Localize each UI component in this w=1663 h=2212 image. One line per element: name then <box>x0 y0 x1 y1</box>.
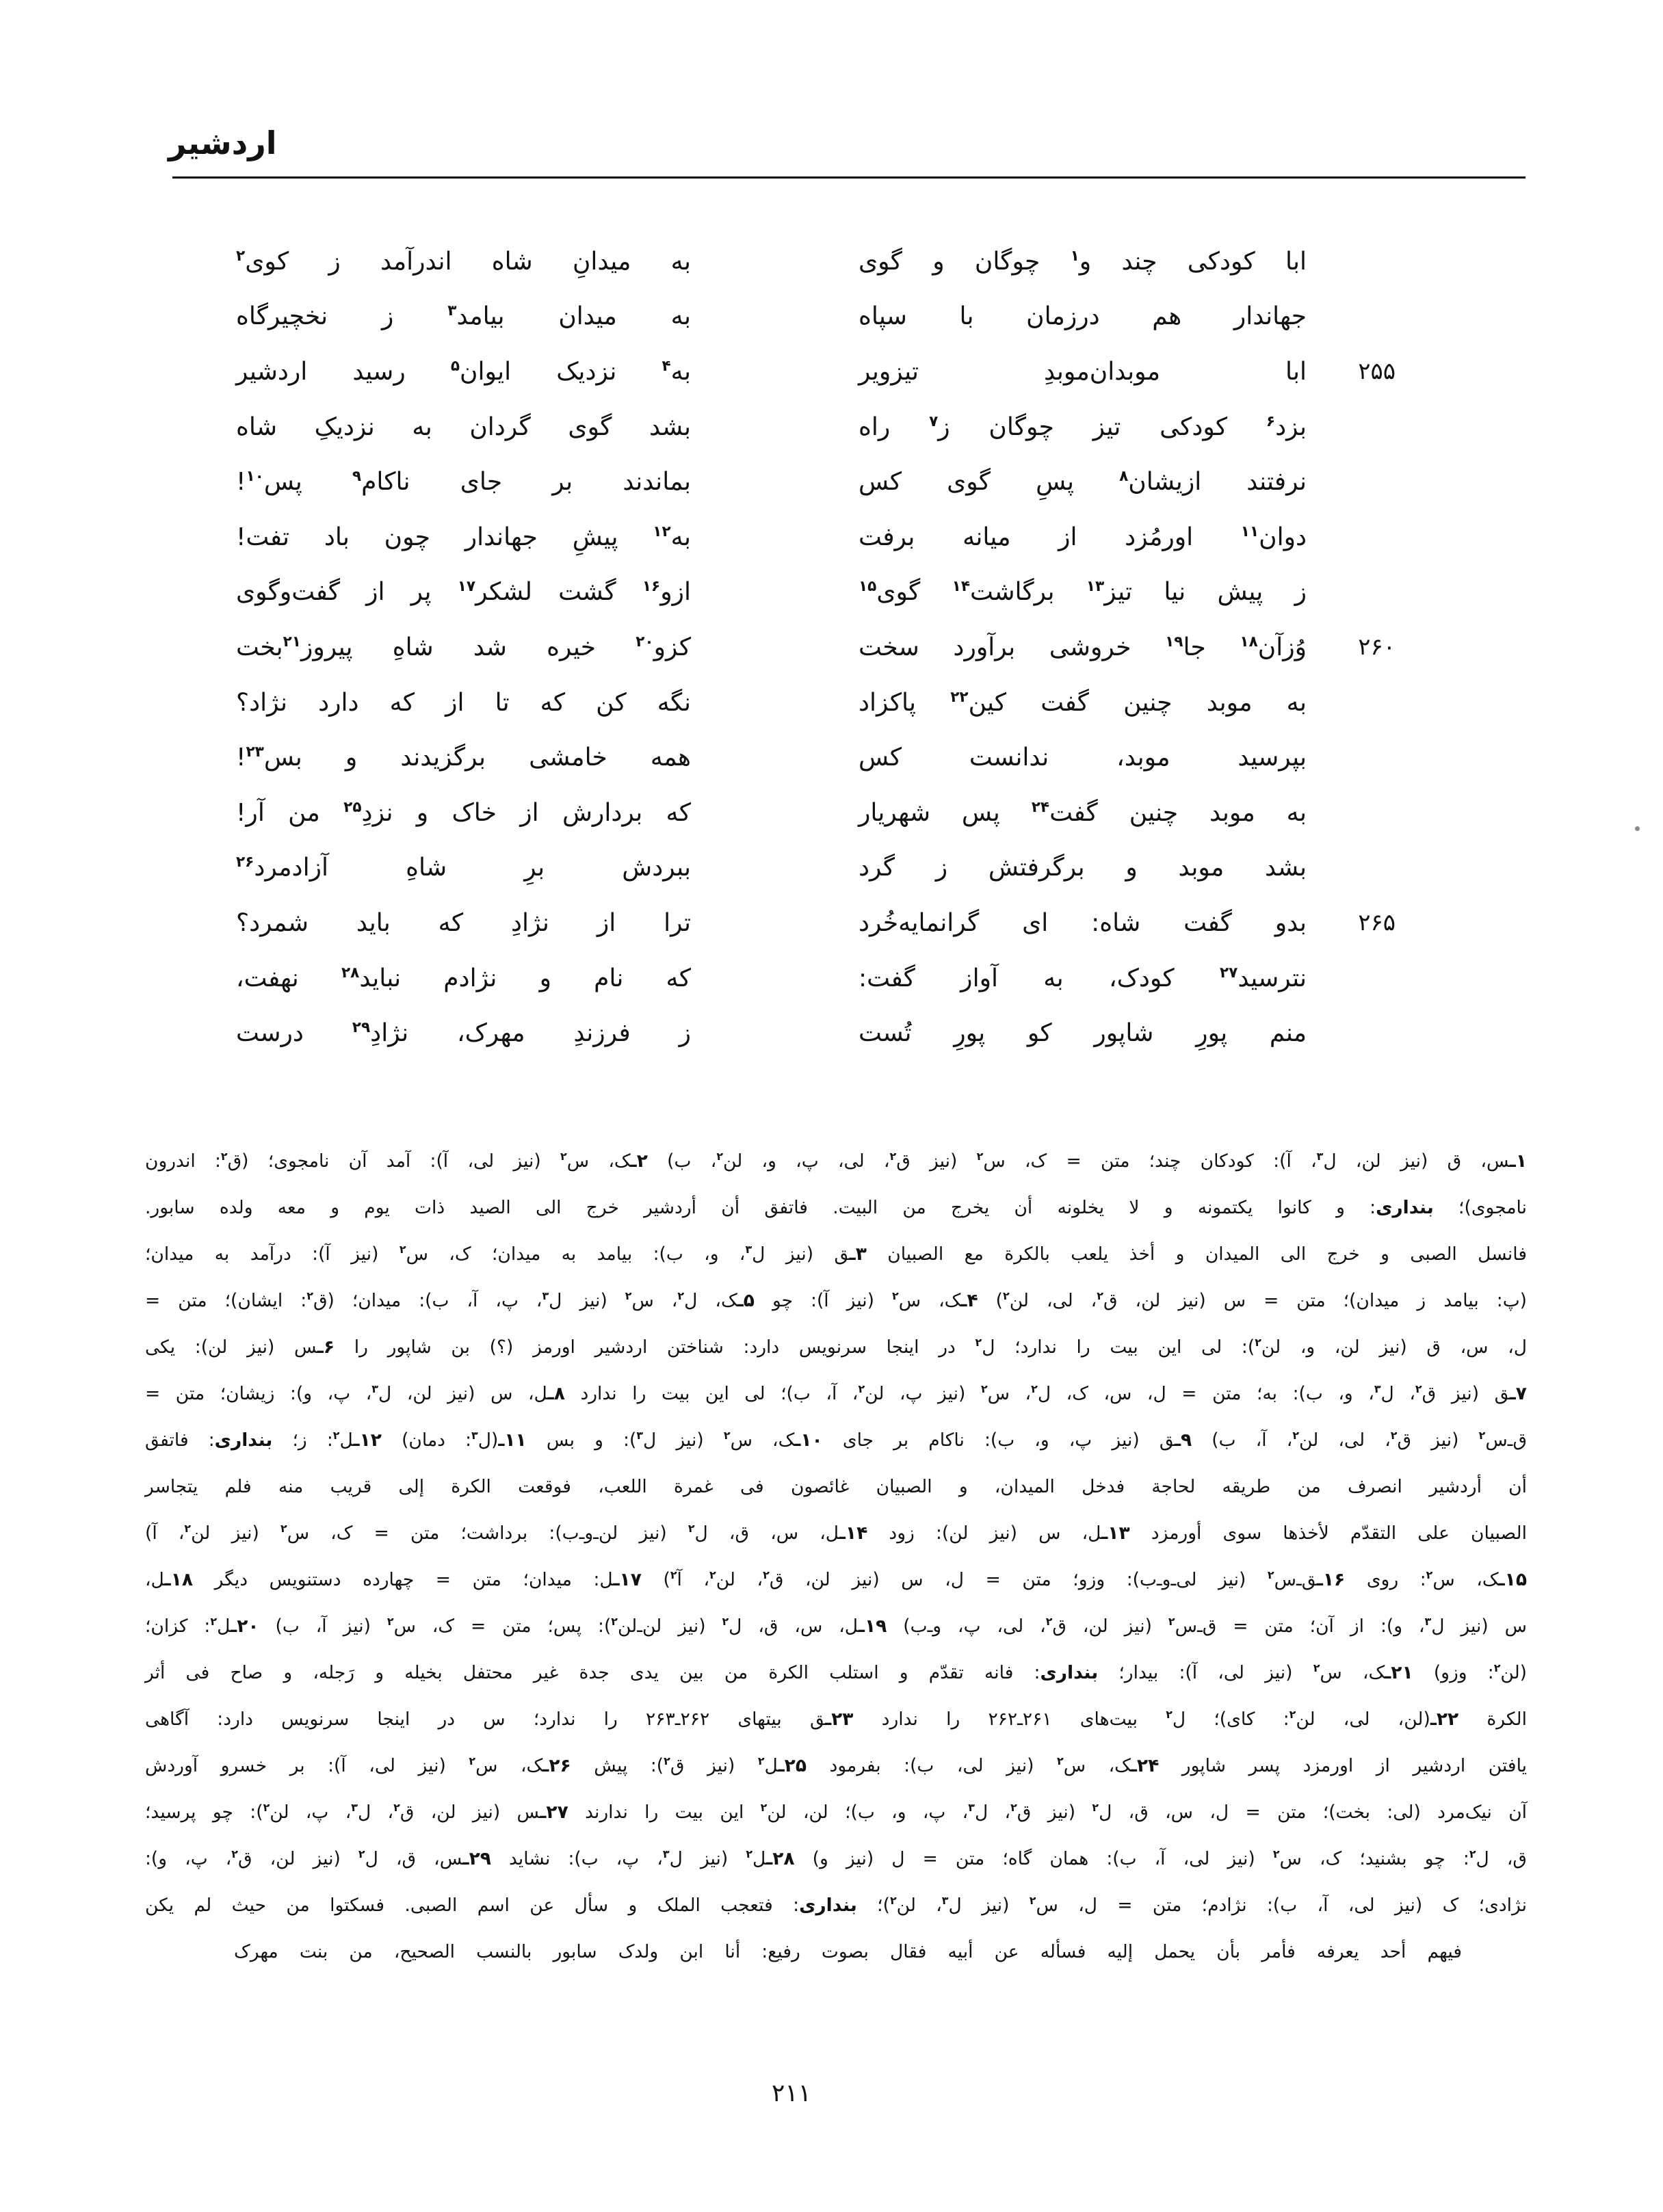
footnote-marker: ۲ <box>1029 1894 1036 1908</box>
footnote-marker: ۳ <box>351 1801 358 1815</box>
hemistich-left: بشد گوی گردان به نزدیکِ شاه <box>236 412 691 441</box>
apparatus-line: یافتن اردشیر از اورمزد پسر شاپور ۲۴ـک، س$^۲$ (نیز لی، ب): بفرمود ۲۵ـل$^۲$ (نیز ق$^۲$): پیش ۲۶ـک، س$^۲$ (نیز لی، آ): بر خسرو آوردش <box>145 1754 1528 1776</box>
footnote-marker: ۲ <box>399 1243 406 1256</box>
hemistich-left: همه خامشی برگزیدند و بس$^{۲۳}$! <box>236 743 691 772</box>
footnote-marker: ۲۷ <box>1219 964 1238 982</box>
apparatus-line: ق، ل$^۲$: چو بشنید؛ ک، س$^۲$ (نیز لی، آ، ب): همان گاه؛ متن = ل (نیز و) ۲۸ـل$^۲$ (نیز ل$^۳$، پ، ب): نشاید ۲۹ـس، ق، ل$^۲$ (نیز لن، ق$^۲$، پ، و): <box>145 1847 1527 1869</box>
footnote-marker: ۲ <box>858 1382 865 1396</box>
apparatus-line: الکرة ۲۲ـ(لن، لی، لن$^۲$: کای)؛ ل$^۲$ بیت‌های ۲۶۱ـ۲۶۲ را ندارد ۲۳ـق بیتهای ۲۶۲ـ۲۶۳ را ندارد؛ س در اینجا سرنویس دارد: آگاهی <box>145 1708 1527 1730</box>
footnote-marker: ۳ <box>371 1382 378 1396</box>
hemistich-right: وُزآن$^{۱۸}$ جا$^{۱۹}$ خروشی برآورد سخت <box>859 633 1307 661</box>
verse-row <box>233 510 1396 565</box>
verse-row <box>233 289 1396 345</box>
footnote-marker: ۱۰ <box>246 468 264 486</box>
verse-row <box>233 344 1396 399</box>
verse-row <box>233 234 1396 289</box>
critical-apparatus <box>145 1138 1527 1975</box>
footnote-marker: ۲ <box>1313 1661 1320 1675</box>
verse-row <box>233 565 1396 620</box>
footnote-marker: ۱ <box>1070 247 1079 265</box>
hemistich-left: که بردارش از خاک و نزدِ$^{۲۵}$ من آر! <box>236 798 691 827</box>
hemistich-right: بپرسید موبد، ندانست کس <box>859 743 1307 772</box>
footnote-marker: ۲ <box>892 1289 899 1303</box>
footnote-marker: ۲۵ <box>343 798 362 816</box>
footnote-marker: ۲ <box>688 1522 695 1536</box>
footnote-marker: ۲ <box>263 1801 270 1815</box>
apparatus-line: ل، س، ق (نیز لن، و، لن$^۲$): لی این بیت را ندارد؛ ل$^۲$ در اینجا سرنویس دارد: شناختن اردشیر اورمز (؟) بن شاپور را ۶ـس (نیز لن): یکی <box>145 1336 1528 1358</box>
footnote-marker: ۳ <box>1424 1615 1432 1629</box>
hemistich-right: ز پیش نیا تیز$^{۱۳}$ برگاشت$^{۱۴}$ گوی$^{۱۵}$ <box>859 578 1307 607</box>
verse-columns <box>233 234 1396 1061</box>
hemistich-right: به موبد چنین گفت کین$^{۲۲}$ پاکزاد <box>859 688 1307 717</box>
verse-row <box>233 730 1396 785</box>
footnote-marker: ۹ <box>352 468 362 486</box>
hemistich-left: ازو$^{۱۶}$ گشت لشکر$^{۱۷}$ پر از گفت‌وگوی <box>236 578 691 607</box>
footnote-marker: ۲ <box>236 247 246 265</box>
apparatus-line: ق‌ـ‌س$^۲$ (نیز ق$^۲$، لی، لن$^۲$، آ، ب) ۹ـق (نیز پ، و، ب): ناکام بر جای ۱۰ـک، س$^۲$ (نیز ل$^۳$): و بس ۱۱ـ(ل$^۳$: دمان) ۱۲ـل$^۲$: ز؛ بنداری: فاتفق <box>145 1429 1528 1451</box>
apparatus-line: ۱ـس، ق (نیز لن، ل$^۳$، آ): کودکان چند؛ متن = ک، س$^۲$ (نیز ق$^۲$، لی، پ، و، لن$^۲$، ب) ۲ـک، س$^۲$ (نیز لی، آ): آمد آن نامجوی؛ (ق$^۲$: اندرون <box>145 1150 1528 1172</box>
hemistich-right: منم پورِ شاپور کو پورِ تُست <box>859 1019 1307 1048</box>
footnote-marker: ۲ <box>980 1382 988 1396</box>
footnote-marker: ۲ <box>210 1615 218 1629</box>
footnote-marker: ۲ <box>1057 1754 1064 1768</box>
footnote-marker: ۲ <box>387 1615 394 1629</box>
apparatus-line: فانسل الصبی و خرج الی المیدان و أخذ یلعب بالکرة مع الصبیان ۳ـق (نیز ل$^۳$، و، ب): بیامد به میدان؛ ک، س$^۲$ (نیز آ): درآمد به میدان؛ <box>145 1243 1527 1265</box>
footnote-marker: ۲ <box>1092 1801 1099 1815</box>
footnote-marker: ۲ <box>560 1150 567 1163</box>
footnote-marker: ۲ <box>716 1150 724 1163</box>
footnote-marker: ۲ <box>611 1615 618 1629</box>
hemistich-left: که نام و نژادم نباید$^{۲۸}$ نهفت، <box>236 964 691 992</box>
footnote-marker: ۳ <box>636 1429 644 1443</box>
footnote-marker: ۲ <box>975 1336 982 1349</box>
hemistich-right: دوان$^{۱۱}$ اورمُزد از میانه برفت <box>859 523 1307 551</box>
footnote-marker: ۱۸ <box>1240 633 1258 650</box>
apparatus-line: نامجوی)؛ بنداری: و کانوا یکتمونه و لا یخلونه أن یخرج من البیت. فاتفق أن أردشیر خرج الی الصید ذات یوم و معه ولده سابور. <box>145 1197 1527 1218</box>
footnote-marker: ۲۶ <box>236 854 254 871</box>
footnote-marker: ۱۴ <box>952 578 971 596</box>
footnote-marker: ۴ <box>662 357 671 375</box>
footnote-marker: ۶ <box>1266 412 1276 430</box>
apparatus-line: نژادی؛ ک (نیز لی، آ، ب): نژادم؛ متن = ل، س$^۲$ (نیز ل$^۳$، لن$^۲$)؛ بنداری: فتعجب الملک و سأل عن اسم الصبی. فسکتوا من حیث لم یکن <box>145 1894 1527 1916</box>
footnote-marker: ۲ <box>1267 1568 1274 1582</box>
footnote-marker: ۳ <box>471 1429 478 1443</box>
footnote-marker: ۲ <box>184 1522 192 1536</box>
footnote-marker: ۳ <box>968 1801 975 1815</box>
footnote-marker: ۲ <box>1002 1289 1010 1303</box>
footnote-marker: ۳ <box>1316 1150 1324 1163</box>
apparatus-line: ۷ـق (نیز ق$^۲$، ل$^۳$، و، ب): به؛ متن = ل، س، ک، ل$^۲$، س$^۲$ (نیز پ، لن$^۲$، آ، ب)؛ لی این بیت را ندارد ۸ـل، س (نیز لن، ل$^۳$، پ، و): زیشان؛ متن = <box>145 1382 1527 1404</box>
verse-number: ۲۶۰ <box>1358 633 1396 661</box>
footnote-marker: ۲ <box>1426 1568 1433 1582</box>
footnote-marker: ۱۱ <box>1240 523 1259 540</box>
scan-artifact-dot <box>1635 826 1640 831</box>
footnote-marker: ۲۳ <box>246 743 264 761</box>
footnote-marker: ۲ <box>625 1289 632 1303</box>
apparatus-line: (پ: بیامد ز میدان)؛ متن = س (نیز لن، ق$^۲$، لی، لن$^۲$) ۴ـک، س$^۲$ (نیز آ): چو ۵ـک، ل$^۲$، س$^۲$ (نیز ل$^۳$، پ، آ، ب): میدان؛ (ق$^۲$: ایشان)؛ متن = <box>145 1289 1527 1311</box>
footnote-marker: ۲ <box>280 1522 287 1536</box>
footnote-marker: ۲ <box>757 1754 765 1768</box>
footnote-marker: ۲ <box>1478 1429 1486 1443</box>
verse-number: ۲۶۵ <box>1358 909 1396 937</box>
footnote-marker: ۲۹ <box>352 1019 371 1037</box>
footnote-marker: ۲ <box>976 1150 984 1163</box>
footnote-marker: ۲ <box>1292 1429 1300 1443</box>
footnote-marker: ۲ <box>332 1429 340 1443</box>
hemistich-right: جهاندار هم درزمان با سپاه <box>859 302 1307 331</box>
footnote-marker: ۲ <box>393 1801 400 1815</box>
hemistich-right: نترسید$^{۲۷}$ کودک، به آواز گفت: <box>859 964 1307 992</box>
footnote-marker: ۲ <box>1097 1289 1103 1303</box>
footnote-marker: ۱۶ <box>642 578 661 596</box>
verse-row <box>233 951 1396 1006</box>
hemistich-left: به میدان بیامد$^۳$ ز نخچیرگاه <box>236 302 691 331</box>
apparatus-line: فیهم أحد یعرفه فأمر بأن یحمل إلیه فسأله عن أبیه فقال بصوت رفیع: أنا ابن ولدک سابور بالنسب الصحیح، من بنت مهرک <box>234 1941 1462 1962</box>
hemistich-right: به موبد چنین گفت$^{۲۴}$ پس شهریار <box>859 798 1307 827</box>
footnote-marker: ۲ <box>469 1754 476 1768</box>
hemistich-left: ببردش برِ شاهِ آزادمرد$^{۲۶}$ <box>236 854 691 882</box>
footnote-marker: ۲ <box>220 1150 228 1163</box>
verse-row <box>233 785 1396 841</box>
verse-row <box>233 620 1396 675</box>
footnote-marker: ۳ <box>1374 1382 1381 1396</box>
hemistich-right: بدو گفت شاه: ای گرانمایه‌خُرد <box>859 908 1307 937</box>
footnote-marker: ۲ <box>889 1150 897 1163</box>
apparatus-line: س (نیز ل$^۳$، و): از آن؛ متن = ق‌ـ‌س$^۲$ (نیز لن، ق$^۲$، لی، پ، و‌ـ‌ب) ۱۹ـل، س، ق، ل$^۲$ (نیز لن‌ـ‌لن$^۲$): پس؛ متن = ک، س$^۲$ (نیز آ، ب) ۲۰ـل$^۲$: کزان؛ <box>145 1615 1528 1637</box>
footnote-marker: ۲ <box>1415 1382 1422 1396</box>
hemistich-left: ز فرزندِ مهرک، نژادِ$^{۲۹}$ درست <box>236 1019 691 1048</box>
verse-row <box>233 675 1396 730</box>
footnote-marker: ۲ <box>746 1847 753 1861</box>
footnote-marker: ۲ <box>1045 1615 1053 1629</box>
hemistich-left: به میدانِ شاه اندرآمد ز کوی$^۲$ <box>236 247 691 276</box>
verse-row <box>233 895 1396 951</box>
footnote-marker: ۸ <box>1119 468 1129 486</box>
footnote-marker: ۲ <box>670 1568 677 1582</box>
verse-row <box>233 1005 1396 1061</box>
hemistich-left: نگه کن که تا از که دارد نژاد؟ <box>236 688 691 717</box>
footnote-marker: ۲ <box>889 1894 897 1908</box>
footnote-marker: ۱۹ <box>1165 633 1183 650</box>
footnote-marker: ۱۲ <box>653 523 671 540</box>
apparatus-line: ۱۵ـک، س$^۲$: روی ۱۶ـق‌ـ‌س$^۲$ (نیز لی‌ـ‌و‌ـ‌ب): وزو؛ متن = ل، س (نیز لن، ق$^۲$، لن$^۲$، آ$^۲$) ۱۷ـل: میدان؛ متن = چهارده دستنویس دیگر ۱۸ـل، <box>145 1568 1527 1590</box>
footnote-marker: ۲ <box>763 1568 770 1582</box>
footnote-marker: ۱۵ <box>859 578 877 596</box>
page-number: ۲۱۱ <box>772 2079 812 2107</box>
footnote-marker: ۳ <box>745 1243 752 1256</box>
footnote-marker: ۲۴ <box>1031 798 1050 816</box>
hemistich-right: نرفتند ازیشان$^۸$ پسِ گوی کس <box>859 468 1307 497</box>
footnote-marker: ۱۳ <box>1086 578 1105 596</box>
footnote-marker: ۲ <box>1031 1382 1038 1396</box>
footnote-marker: ۲ <box>1493 1661 1501 1675</box>
footnote-marker: ۳ <box>447 302 457 320</box>
footnote-marker: ۲ <box>358 1847 365 1861</box>
footnote-marker: ۲ <box>1010 1801 1017 1815</box>
footnote-marker: ۲ <box>677 1289 685 1303</box>
hemistich-right: بشد موبد و برگرفتش ز گرد <box>859 854 1307 882</box>
footnote-marker: ۲ <box>1289 1708 1296 1722</box>
footnote-marker: ۲۰ <box>636 633 654 650</box>
footnote-marker: ۲ <box>760 1801 768 1815</box>
footnote-marker: ۵ <box>450 357 460 375</box>
footnote-marker: ۲ <box>1390 1429 1398 1443</box>
header-rule <box>172 176 1525 179</box>
verse-row <box>233 454 1396 510</box>
footnote-marker: ۳ <box>662 1847 670 1861</box>
footnote-marker: ۲ <box>1166 1708 1173 1722</box>
running-header-chapter-title: اردشیر <box>168 124 277 161</box>
footnote-marker: ۲ <box>1255 1336 1261 1349</box>
footnote-marker: ۱۷ <box>457 578 476 596</box>
apparatus-line: الصبیان علی التقدّم لأخذها سوی أورمزد ۱۳ـل، س (نیز لن): زود ۱۴ـل، س، ق، ل$^۲$ (نیز لن‌ـ‌و‌ـ‌ب): برداشت؛ متن = ک، س$^۲$ (نیز لن$^۲$، آ) <box>145 1522 1527 1544</box>
hemistich-right: ابا موبدان‌موبدِ تیزویر <box>859 357 1307 386</box>
hemistich-right: بزد$^۶$ کودکی تیز چوگان ز$^۷$ راه <box>859 412 1307 441</box>
hemistich-left: به$^۴$ نزدیک ایوان$^۵$ رسید اردشیر <box>236 357 691 386</box>
apparatus-line: (لن$^۲$: وزو) ۲۱ـک، س$^۲$ (نیز لی، آ): بیدار؛ بنداری: فانه تقدّم و استلب الکرة من بین یدی جدة غیر محتفل بخیله و رَجله، و صاح فی أثر <box>145 1661 1527 1683</box>
verse-row <box>233 399 1396 455</box>
footnote-marker: ۷ <box>929 412 939 430</box>
footnote-marker: ۲ <box>1469 1847 1476 1861</box>
verse-row <box>233 841 1396 896</box>
footnote-marker: ۲ <box>1272 1847 1280 1861</box>
footnote-marker: ۲۸ <box>341 964 360 982</box>
hemistich-left: کزو$^{۲۰}$ خیره شد شاهِ پیروز$^{۲۱}$بخت <box>236 633 691 661</box>
footnote-marker: ۲ <box>722 1615 729 1629</box>
hemistich-right: ابا کودکی چند و$^۱$ چوگان و گوی <box>859 247 1307 276</box>
footnote-marker: ۲ <box>664 1754 670 1768</box>
footnote-marker: ۳ <box>542 1289 549 1303</box>
footnote-marker: ۲۲ <box>950 688 969 706</box>
hemistich-left: به$^{۱۲}$ پیشِ جهاندار چون باد تفت! <box>236 523 691 551</box>
hemistich-left: ترا از نژادِ که باید شمرد؟ <box>236 908 691 937</box>
hemistich-left: بماندند بر جای ناکام$^۹$ پس$^{۱۰}$! <box>236 468 691 497</box>
apparatus-line: آن نیک‌مرد (لی: بخت)؛ متن = ل، س، ق، ل$^۲$ (نیز ق$^۲$، ل$^۳$، پ، و، ب)؛ لن، لن$^۲$ این بیت را ندارند ۲۷ـس (نیز لن، ق$^۲$، ل$^۳$، پ، لن$^۲$): چو پرسید؛ <box>145 1801 1528 1823</box>
verse-number: ۲۵۵ <box>1358 358 1396 386</box>
footnote-marker: ۲ <box>709 1568 716 1582</box>
footnote-marker: ۲۱ <box>283 633 301 650</box>
footnote-marker: ۲ <box>306 1289 313 1303</box>
footnote-marker: ۲ <box>723 1429 731 1443</box>
footnote-marker: ۳ <box>941 1894 949 1908</box>
footnote-marker: ۲ <box>1168 1615 1175 1629</box>
apparatus-line: أن أردشیر انصرف من طریقه لحاجة فدخل المیدان، و الصبیان غائصون فی غمرة اللعب، فوقعت الکرة إلی قریب منه فلم یتجاسر <box>145 1476 1527 1497</box>
footnote-marker: ۲ <box>231 1847 238 1861</box>
